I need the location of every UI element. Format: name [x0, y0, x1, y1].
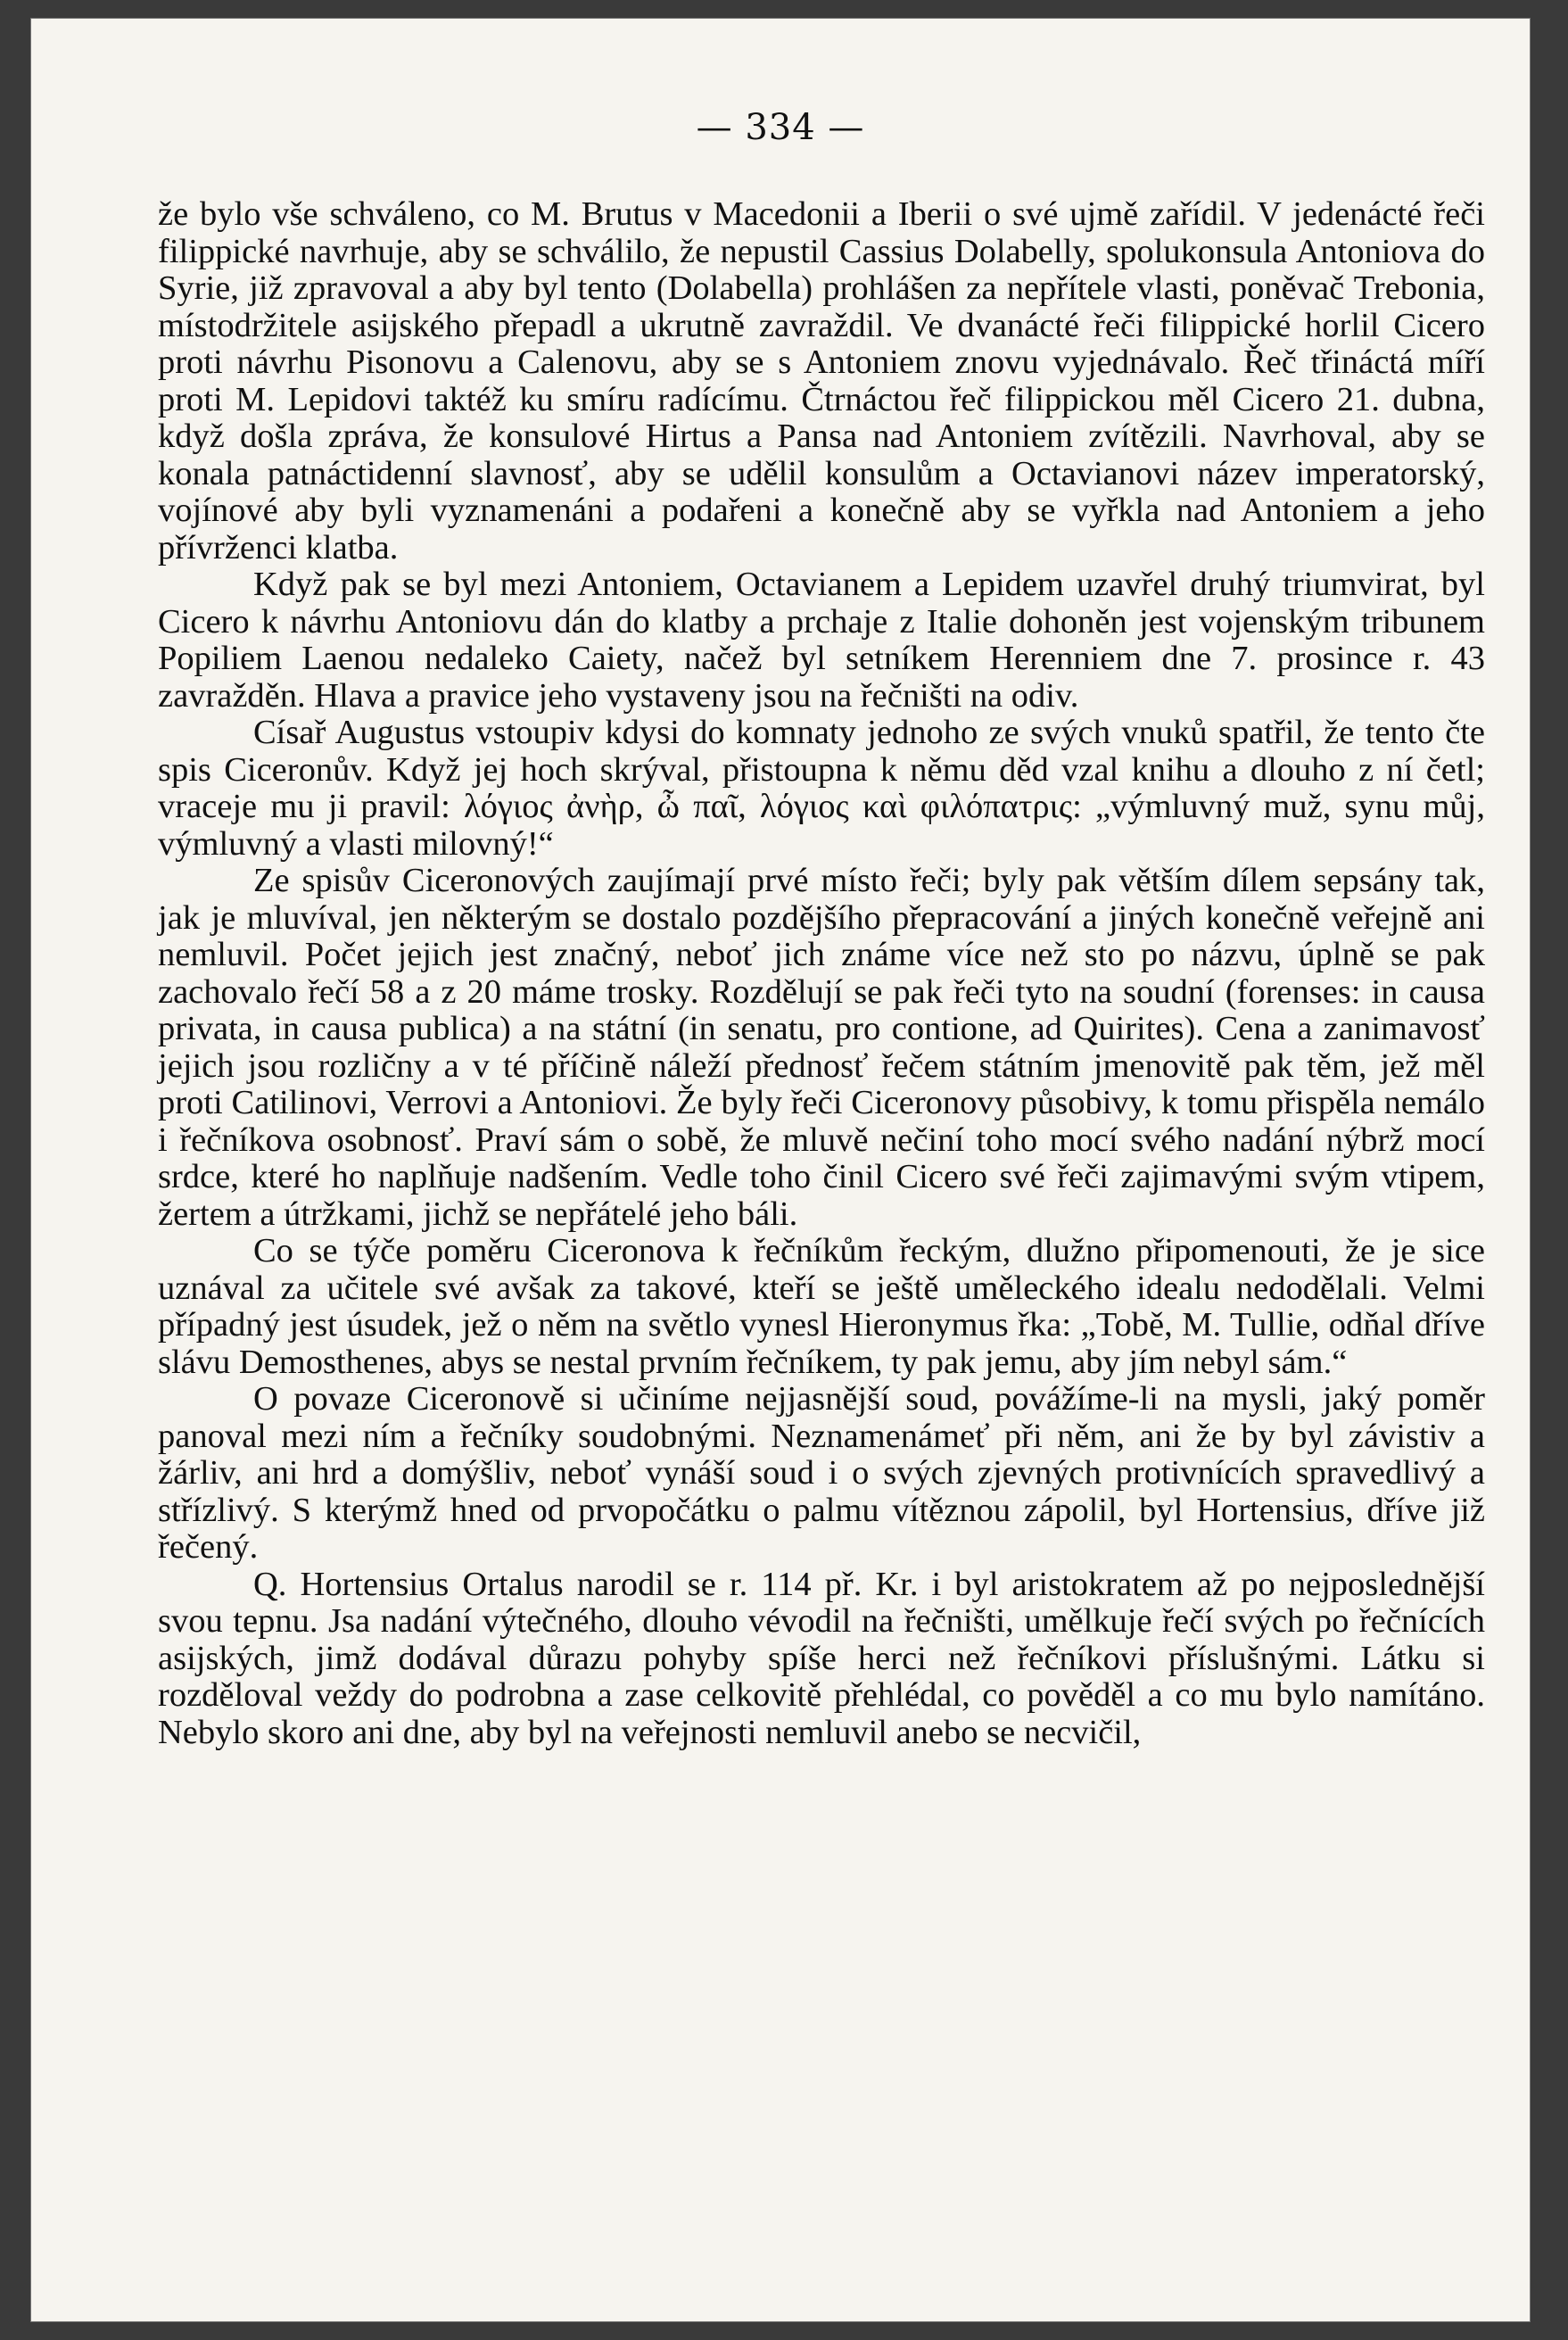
- paragraph-1: že bylo vše schváleno, co M. Brutus v Macedonii a Iberii o své ujmě zařídil. V jedenácté řeči filippické navrhuje, aby se schválilo, že nepustil Cassius Dolabelly, spolukonsula Antoniova do Syrie, již zpravoval a aby byl tento (Dolabella) prohlášen za nepřítele vlasti, poněvač Trebonia, místodržitele asijského přepadl a ukrutně zavraždil. Ve dvanácté řeči filippické horlil Cicero proti návrhu Pisonovu a Calenovu, aby se s Antoniem znovu vyjednávalo. Řeč třináctá míří proti M. Lepidovi taktéž ku smíru radícímu. Čtrnáctou řeč filippickou měl Cicero 21. dubna, když došla zpráva, že konsulové Hirtus a Pansa nad Antoniem zvítězili. Navrhoval, aby se konala patnáctidenní slavnosť, aby se udělil konsulům a Octavianovi název imperatorský, vojínové aby byli vyznamenáni a podařeni a konečně aby se vyřkla nad Antoniem a jeho přívrženci klatba.: [158, 195, 1485, 566]
- paragraph-7: Q. Hortensius Ortalus narodil se r. 114 př. Kr. i byl aristokratem až po nejposlednější svou tepnu. Jsa nadání výtečného, dlouho vévodil na řečništi, umělkuje řečí svých po řečnících asijských, jimž dodával důrazu pohyby spíše herci než řečníkovi příslušnými. Látku si rozděloval veždy do podrobna a zase celkovitě přehlédal, co pověděl a co mu bylo namítáno. Nebylo skoro ani dne, aby byl na veřejnosti nemluvil anebo se necvičil,: [158, 1565, 1485, 1751]
- paragraph-3: Císař Augustus vstoupiv kdysi do komnaty jednoho ze svých vnuků spatřil, že tento čte spis Ciceronův. Když jej hoch skrýval, přistoupna k němu děd vzal knihu a dlouho z ní četl; vraceje mu ji pravil: λόγιος ἀνὴρ, ὦ παῖ, λόγιος καὶ φιλόπατρις: „výmluvný muž, synu můj, výmluvný a vlasti milovný!“: [158, 714, 1485, 863]
- body-text: [158, 196, 1485, 1751]
- paragraph-5: Co se týče poměru Ciceronova k řečníkům řeckým, dlužno připomenouti, že je sice uznával za učitele své avšak za takové, kteří se ještě uměleckého idealu nedodělali. Velmi případný jest úsudek, jež o něm na světlo vynesl Hieronymus řka: „Tobě, M. Tullie, odňal dříve slávu Demosthenes, abys se nestal prvním řečníkem, ty pak jemu, aby jím nebyl sám.“: [158, 1232, 1485, 1381]
- paragraph-6: O povaze Ciceronově si učiníme nejjasnější soud, povážíme-li na mysli, jaký poměr panoval mezi ním a řečníky soudobnými. Neznamenámeť při něm, ani že by byl závistiv a žárliv, ani hrd a domýšliv, neboť vynáší soud i o svých zjevných protivnících spravedlivý a střízlivý. S kterýmž hned od prvopočátku o palmu vítěznou zápolil, byl Hortensius, dříve již řečený.: [158, 1380, 1485, 1566]
- paragraph-2: Když pak se byl mezi Antoniem, Octavianem a Lepidem uzavřel druhý triumvirat, byl Cicero k návrhu Antoniovu dán do klatby a prchaje z Italie dohoněn jest vojenským tribunem Popiliem Laenou nedaleko Caiety, načež byl setníkem Herenniem dne 7. prosince r. 43 zavražděn. Hlava a pravice jeho vystaveny jsou na řečništi na odiv.: [158, 566, 1485, 715]
- book-page: [30, 18, 1531, 2322]
- paragraph-4: Ze spisův Ciceronových zaujímají prvé místo řeči; byly pak větším dílem sepsány tak, jak je mluvíval, jen některým se dostalo pozdějšího přepracování a jiných konečně veřejně ani nemluvil. Počet jejich jest značný, neboť jich známe více než sto po názvu, úplně se pak zachovalo řečí 58 a z 20 máme trosky. Rozdělují se pak řeči tyto na soudní (forenses: in causa privata, in causa publica) a na státní (in senatu, pro contione, ad Quirites). Cena a zanimavosť jejich jsou rozličny a v té příčině náleží přednosť řečem státním jmenovitě pak těm, jež měl proti Catilinovi, Verrovi a Antoniovi. Že byly řeči Ciceronovy působivy, k tomu přispěla nemálo i řečníkova osobnosť. Praví sám o sobě, že mluvě nečiní toho mocí svého nadání nýbrž mocí srdce, které ho naplňuje nadšením. Vedle toho činil Cicero své řeči zajimavými svým vtipem, žertem a útržkami, jichž se nepřátelé jeho báli.: [158, 862, 1485, 1233]
- page-number: — 334 —: [696, 107, 865, 148]
